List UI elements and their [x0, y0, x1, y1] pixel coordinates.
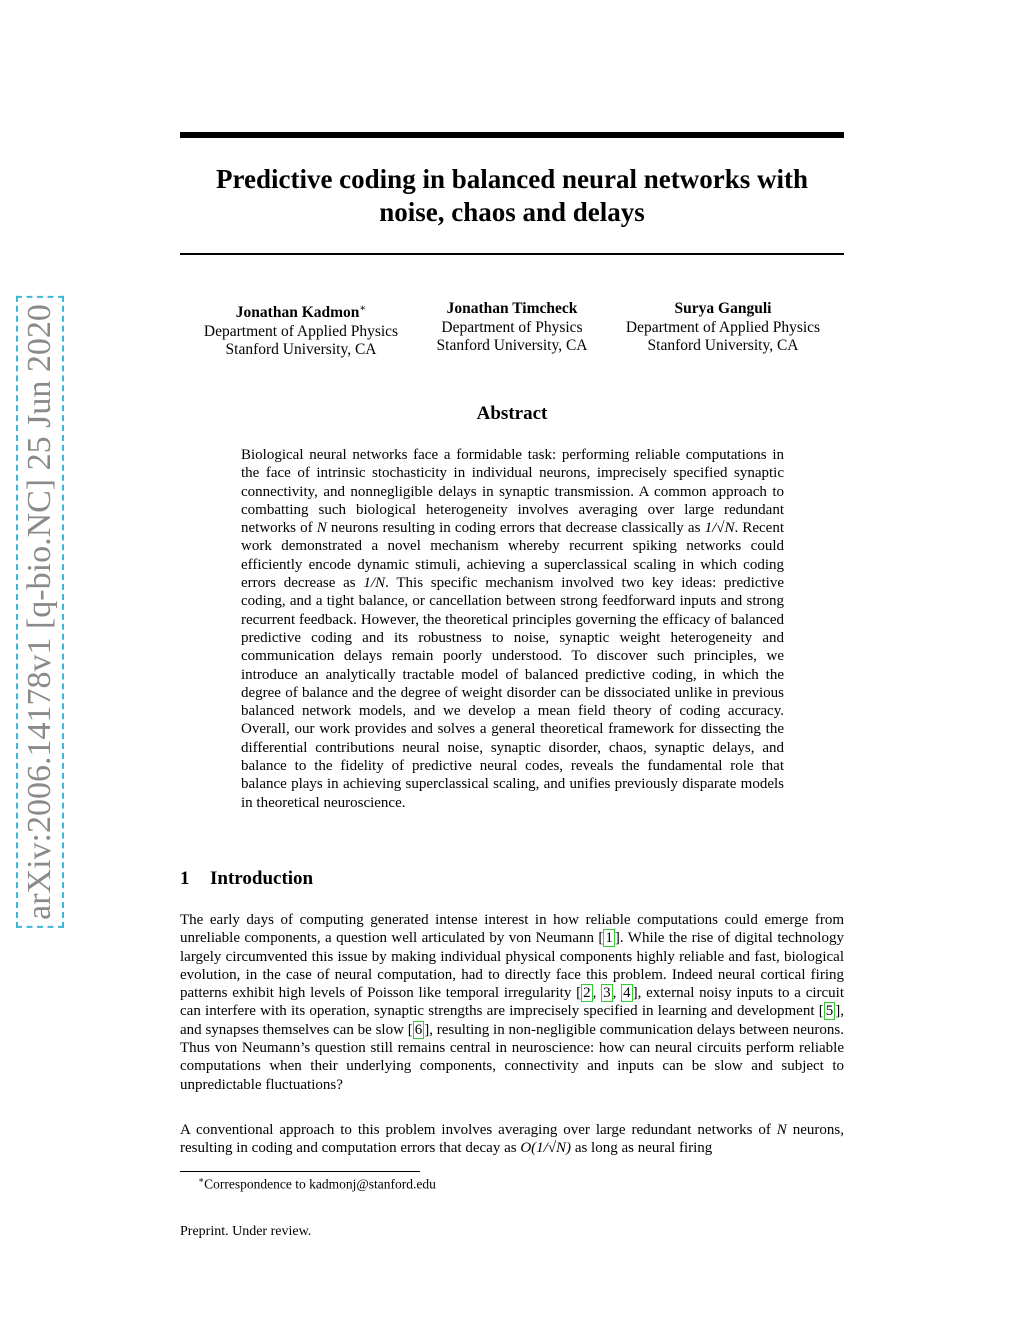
citation-link[interactable]: 2	[583, 985, 591, 1002]
section-heading-introduction	[180, 868, 313, 890]
math-inv-sqrt-n: 1/√N	[704, 520, 735, 537]
author-name: Surya Ganguli	[674, 300, 772, 317]
title-line-1: Predictive coding in balanced neural networks with	[215, 164, 808, 194]
author-1	[186, 300, 416, 360]
preprint-notice: Preprint. Under review.	[180, 1224, 312, 1239]
section-number: 1	[180, 868, 190, 889]
footnote-mark: ∗	[198, 1175, 205, 1185]
abstract-text: Biological neural networks face a formidable task: performing reliable computations in the face of intrinsic stochasticity in individual neurons, imprecisely specified synaptic connectivity, and nonnegligible delays in synaptic transmission. A common approach to combatting such biological heterogeneity involves averaging over large redundant networks of N neurons resulting in coding errors that decrease classically as 1/√N. Recent work demonstrated a novel mechanism whereby recurrent spiking networks could efficiently encode dynamic stimuli, achieving a superclassical scaling in which coding errors decrease as 1/N. This specific mechanism involved two key ideas: predictive coding, and a tight balance, or cancellation between strong feedforward inputs and strong recurrent feedback. However, the theoretical principles governing the efficacy of balanced predictive coding and its robustness to noise, synaptic weight heterogeneity and communication delays remain poorly understood. To discover such principles, we introduce an analytically tractable model of balanced predictive coding, in which the degree of balance and the degree of weight disorder can be dissociated unlike in previous balanced network models, and we develop a mean field theory of coding accuracy. Overall, our work provides and solves a general theoretical framework for dissecting the differential contributions neural noise, synaptic disorder, chaos, synaptic delays, and balance to the fidelity of predictive neural codes, reveals the fundamental role that balance plays in achieving superclassical scaling, and unifies previously disparate models in theoretical neuroscience.	[241, 447, 784, 811]
author-department: Department of Physics	[441, 318, 583, 336]
author-name: Jonathan Kadmon∗	[235, 303, 367, 322]
author-3	[608, 300, 838, 356]
paper-title	[180, 163, 844, 229]
intro-paragraph-2: A conventional approach to this problem involves averaging over large redundant networks of N neurons, resulting in coding and computation errors that decay as O(1/√N) as long as neural firing	[180, 1122, 844, 1157]
citation-link[interactable]: 4	[623, 985, 631, 1002]
math-N: N	[776, 1122, 787, 1138]
author-department: Department of Applied Physics	[203, 322, 399, 340]
author-footnote-mark: ∗	[359, 303, 367, 314]
author-affiliation: Stanford University, CA	[225, 341, 377, 359]
footnote-rule	[180, 1171, 420, 1172]
title-top-rule	[180, 132, 844, 138]
footnote-text: Correspondence to kadmonj@stanford.edu	[204, 1176, 436, 1192]
math-big-o-scaling: O(1/√N)	[520, 1140, 572, 1157]
citation-link[interactable]: 3	[603, 985, 611, 1002]
author-department: Department of Applied Physics	[625, 318, 821, 336]
author-name: Jonathan Timcheck	[446, 300, 578, 317]
citation-link[interactable]: 5	[825, 1003, 834, 1020]
arxiv-side-stamp: arXiv:2006.14178v1 [q-bio.NC] 25 Jun 2020	[16, 296, 64, 928]
intro-paragraph-1: The early days of computing generated intense interest in how reliable computations could emerge from unreliable components, a question well articulated by von Neumann [ 1 ]. While the rise of digital technology largely circumvented this issue by making individual physical components highly reliable and fast, biological evolution, in the case of neural computation, had to directly face this problem. Indeed neural cortical firing patterns exhibit high levels of Poisson like temporal irregularity [ 2 , 3 , 4 ], external noisy inputs to a circuit can interfere with its operation, synaptic strengths are imprecisely specified in learning and development [ 5 ], and synapses themselves can be slow [ 6 ], resulting in non-negligible communication delays between neurons. Thus von Neumann’s question still remains central in neuroscience: how can neural circuits perform reliable computations when their underlying components, connectivity and inputs can be slow and subject to unpredictable fluctuations?	[180, 912, 845, 1093]
author-2	[397, 300, 627, 356]
title-bottom-rule	[180, 253, 844, 255]
author-affiliation: Stanford University, CA	[647, 337, 799, 354]
author-affiliation: Stanford University, CA	[436, 337, 588, 354]
title-line-2: noise, chaos and delays	[379, 197, 645, 227]
section-title: Introduction	[210, 868, 314, 889]
math-N: N	[316, 520, 327, 537]
abstract-heading: Abstract	[476, 403, 548, 424]
footnote	[198, 1175, 436, 1193]
author-block	[180, 300, 844, 370]
citation-link[interactable]: 1	[605, 930, 613, 947]
math-inv-n: 1/N	[363, 575, 386, 592]
citation-link[interactable]: 6	[414, 1021, 423, 1038]
